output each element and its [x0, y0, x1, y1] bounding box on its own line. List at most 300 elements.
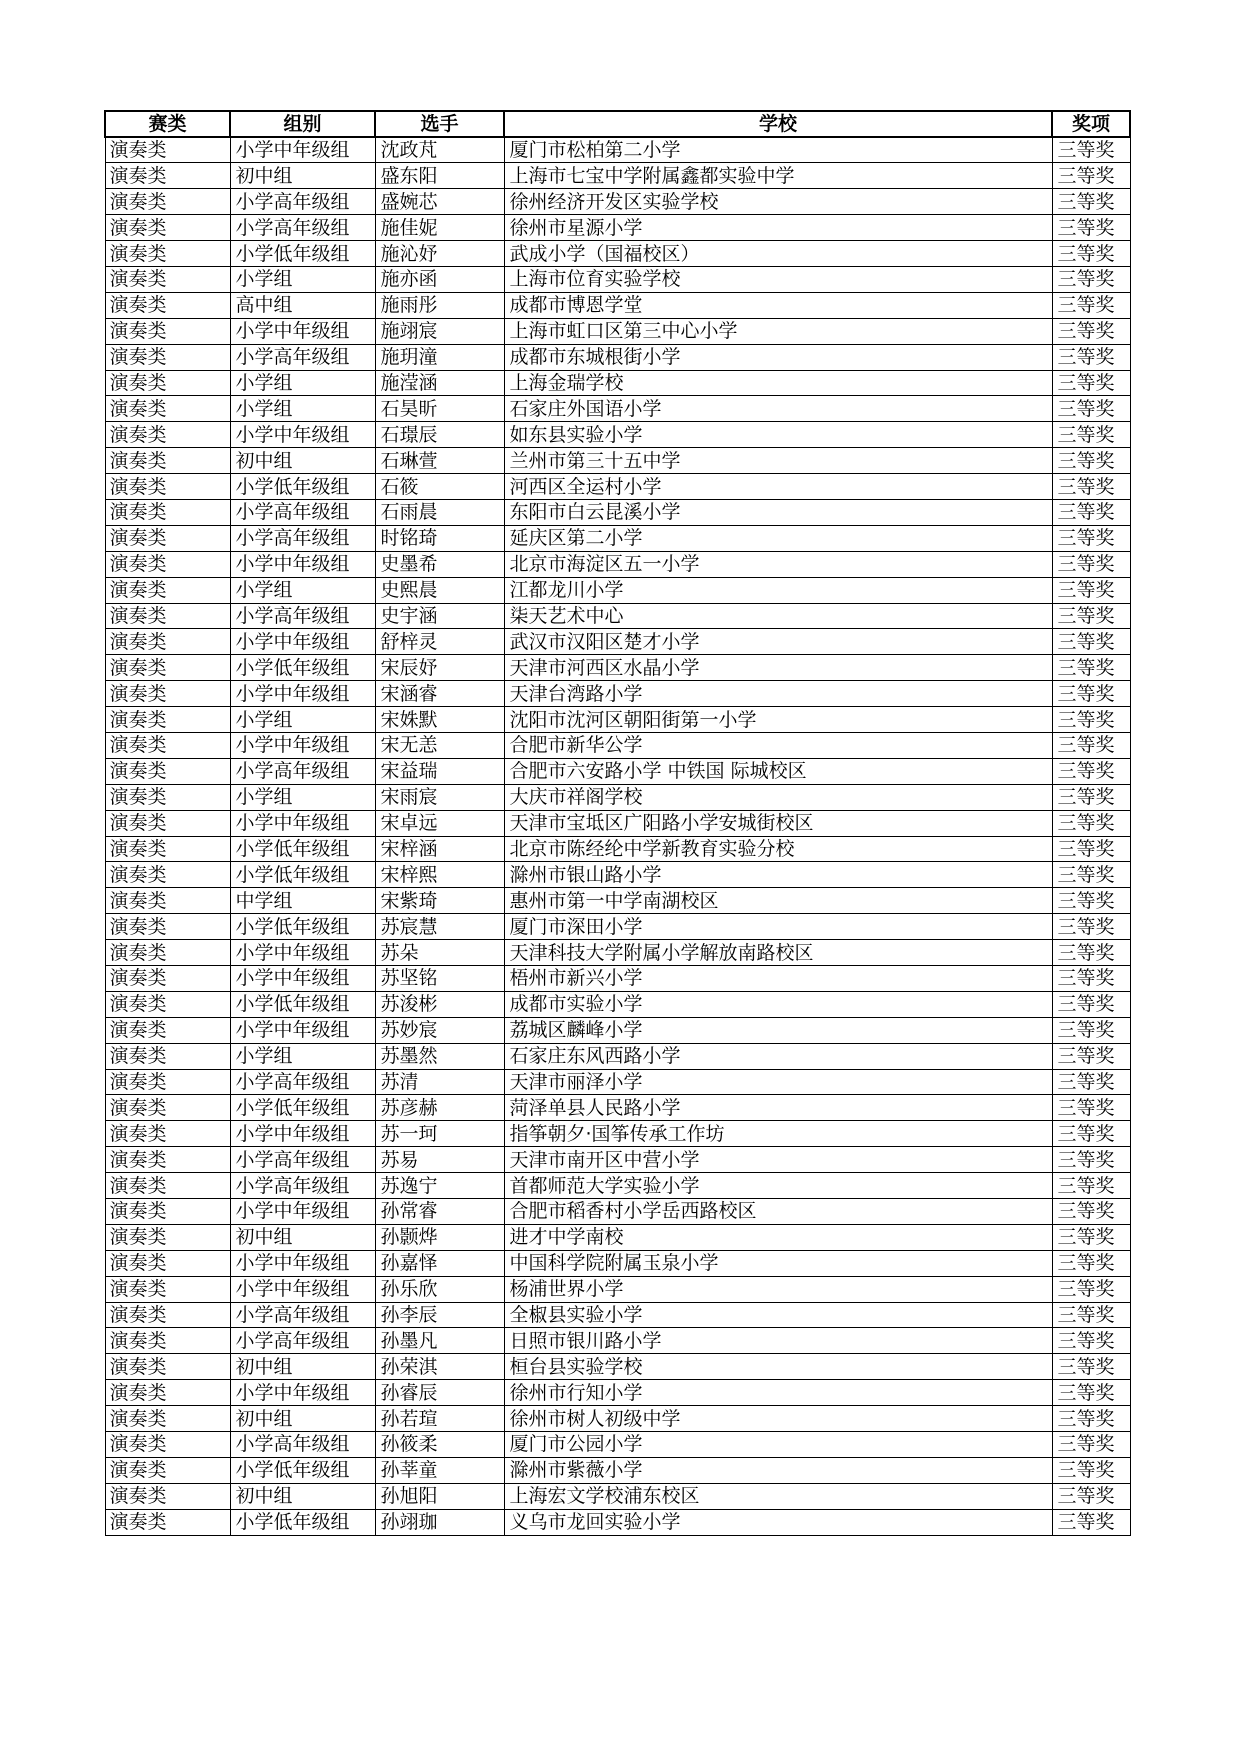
school-cell: 北京市海淀区五一小学	[504, 551, 1052, 577]
contestant-cell: 孙睿辰	[375, 1380, 504, 1406]
contestant-cell: 盛东阳	[375, 163, 504, 189]
school-cell: 东阳市白云昆溪小学	[504, 499, 1052, 525]
category-cell: 演奏类	[105, 914, 230, 940]
group-cell: 小学低年级组	[230, 474, 375, 500]
category-cell: 演奏类	[105, 525, 230, 551]
group-cell: 初中组	[230, 1354, 375, 1380]
award-cell: 三等奖	[1052, 1250, 1130, 1276]
table-row	[105, 810, 1130, 836]
group-cell: 小学组	[230, 1043, 375, 1069]
category-cell: 演奏类	[105, 396, 230, 422]
group-cell: 小学组	[230, 396, 375, 422]
contestant-cell: 孙翊珈	[375, 1509, 504, 1535]
school-cell: 惠州市第一中学南湖校区	[504, 888, 1052, 914]
awards-table	[104, 110, 1131, 1536]
table-row	[105, 914, 1130, 940]
contestant-cell: 宋梓熙	[375, 862, 504, 888]
school-cell: 合肥市新华公学	[504, 732, 1052, 758]
category-cell: 演奏类	[105, 1509, 230, 1535]
contestant-cell: 苏妙宸	[375, 1017, 504, 1043]
table-row	[105, 940, 1130, 966]
header-row	[105, 111, 1130, 137]
school-cell: 成都市东城根街小学	[504, 344, 1052, 370]
category-cell: 演奏类	[105, 370, 230, 396]
award-cell: 三等奖	[1052, 966, 1130, 992]
contestant-cell: 苏彦赫	[375, 1095, 504, 1121]
group-cell: 小学高年级组	[230, 1173, 375, 1199]
school-cell: 石家庄外国语小学	[504, 396, 1052, 422]
school-cell: 杨浦世界小学	[504, 1276, 1052, 1302]
contestant-cell: 宋梓涵	[375, 836, 504, 862]
table-row	[105, 1250, 1130, 1276]
table-row	[105, 1302, 1130, 1328]
award-cell: 三等奖	[1052, 758, 1130, 784]
category-cell: 演奏类	[105, 681, 230, 707]
table-row	[105, 215, 1130, 241]
table-row	[105, 655, 1130, 681]
award-cell: 三等奖	[1052, 655, 1130, 681]
table-row	[105, 525, 1130, 551]
group-cell: 小学低年级组	[230, 241, 375, 267]
contestant-cell: 苏宸慧	[375, 914, 504, 940]
group-cell: 小学高年级组	[230, 215, 375, 241]
award-cell: 三等奖	[1052, 991, 1130, 1017]
group-cell: 小学高年级组	[230, 603, 375, 629]
table-row	[105, 577, 1130, 603]
school-cell: 天津市宝坻区广阳路小学安城街校区	[504, 810, 1052, 836]
table-row	[105, 1121, 1130, 1147]
school-cell: 成都市实验小学	[504, 991, 1052, 1017]
award-cell: 三等奖	[1052, 1509, 1130, 1535]
contestant-cell: 施滢涵	[375, 370, 504, 396]
category-cell: 演奏类	[105, 422, 230, 448]
category-cell: 演奏类	[105, 1043, 230, 1069]
school-cell: 武汉市汉阳区楚才小学	[504, 629, 1052, 655]
table-row	[105, 1199, 1130, 1225]
category-cell: 演奏类	[105, 732, 230, 758]
table-row	[105, 448, 1130, 474]
award-cell: 三等奖	[1052, 1173, 1130, 1199]
table-row	[105, 991, 1130, 1017]
category-cell: 演奏类	[105, 1354, 230, 1380]
school-cell: 滁州市紫薇小学	[504, 1457, 1052, 1483]
school-cell: 石家庄东风西路小学	[504, 1043, 1052, 1069]
group-cell: 小学高年级组	[230, 1147, 375, 1173]
award-cell: 三等奖	[1052, 499, 1130, 525]
award-cell: 三等奖	[1052, 1147, 1130, 1173]
group-cell: 初中组	[230, 163, 375, 189]
table-row	[105, 292, 1130, 318]
group-cell: 小学高年级组	[230, 1432, 375, 1458]
contestant-cell: 石璟辰	[375, 422, 504, 448]
school-cell: 延庆区第二小学	[504, 525, 1052, 551]
award-cell: 三等奖	[1052, 215, 1130, 241]
award-cell: 三等奖	[1052, 1224, 1130, 1250]
school-cell: 上海市七宝中学附属鑫都实验中学	[504, 163, 1052, 189]
table-row	[105, 370, 1130, 396]
award-cell: 三等奖	[1052, 1095, 1130, 1121]
award-cell: 三等奖	[1052, 422, 1130, 448]
school-cell: 成都市博恩学堂	[504, 292, 1052, 318]
category-cell: 演奏类	[105, 810, 230, 836]
award-cell: 三等奖	[1052, 940, 1130, 966]
group-cell: 小学组	[230, 577, 375, 603]
group-cell: 小学高年级组	[230, 344, 375, 370]
contestant-cell: 苏墨然	[375, 1043, 504, 1069]
category-cell: 演奏类	[105, 499, 230, 525]
group-cell: 小学低年级组	[230, 914, 375, 940]
table-row	[105, 836, 1130, 862]
category-cell: 演奏类	[105, 318, 230, 344]
category-cell: 演奏类	[105, 603, 230, 629]
table-row	[105, 1432, 1130, 1458]
group-cell: 小学中年级组	[230, 1250, 375, 1276]
school-cell: 日照市银川路小学	[504, 1328, 1052, 1354]
award-cell: 三等奖	[1052, 1276, 1130, 1302]
table-row	[105, 1043, 1130, 1069]
category-cell: 演奏类	[105, 1121, 230, 1147]
table-row	[105, 163, 1130, 189]
school-cell: 义乌市龙回实验小学	[504, 1509, 1052, 1535]
category-cell: 演奏类	[105, 1017, 230, 1043]
contestant-cell: 宋姝默	[375, 707, 504, 733]
school-cell: 徐州市树人初级中学	[504, 1406, 1052, 1432]
category-cell: 演奏类	[105, 241, 230, 267]
contestant-cell: 史宇涵	[375, 603, 504, 629]
award-cell: 三等奖	[1052, 396, 1130, 422]
group-cell: 小学中年级组	[230, 1380, 375, 1406]
contestant-cell: 宋雨宸	[375, 784, 504, 810]
award-cell: 三等奖	[1052, 1121, 1130, 1147]
table-row	[105, 551, 1130, 577]
group-cell: 小学组	[230, 266, 375, 292]
group-cell: 小学中年级组	[230, 732, 375, 758]
category-cell: 演奏类	[105, 189, 230, 215]
contestant-cell: 宋涵睿	[375, 681, 504, 707]
award-cell: 三等奖	[1052, 1406, 1130, 1432]
table-row	[105, 1354, 1130, 1380]
school-cell: 沈阳市沈河区朝阳街第一小学	[504, 707, 1052, 733]
category-cell: 演奏类	[105, 1457, 230, 1483]
table-row	[105, 499, 1130, 525]
award-cell: 三等奖	[1052, 914, 1130, 940]
school-cell: 指筝朝夕·国筝传承工作坊	[504, 1121, 1052, 1147]
table-row	[105, 1069, 1130, 1095]
category-cell: 演奏类	[105, 1302, 230, 1328]
award-cell: 三等奖	[1052, 292, 1130, 318]
table-row	[105, 137, 1130, 163]
table-row	[105, 474, 1130, 500]
school-cell: 厦门市松柏第二小学	[504, 137, 1052, 163]
award-cell: 三等奖	[1052, 1432, 1130, 1458]
school-cell: 天津市河西区水晶小学	[504, 655, 1052, 681]
award-cell: 三等奖	[1052, 1354, 1130, 1380]
award-cell: 三等奖	[1052, 1457, 1130, 1483]
group-cell: 小学高年级组	[230, 499, 375, 525]
category-cell: 演奏类	[105, 1224, 230, 1250]
school-cell: 上海市位育实验学校	[504, 266, 1052, 292]
group-cell: 初中组	[230, 1224, 375, 1250]
school-cell: 徐州经济开发区实验学校	[504, 189, 1052, 215]
table-row	[105, 681, 1130, 707]
category-cell: 演奏类	[105, 1095, 230, 1121]
category-cell: 演奏类	[105, 448, 230, 474]
award-cell: 三等奖	[1052, 629, 1130, 655]
school-cell: 河西区全运村小学	[504, 474, 1052, 500]
table-row	[105, 1276, 1130, 1302]
category-cell: 演奏类	[105, 655, 230, 681]
contestant-cell: 施佳妮	[375, 215, 504, 241]
group-cell: 小学高年级组	[230, 758, 375, 784]
school-cell: 进才中学南校	[504, 1224, 1052, 1250]
category-cell: 演奏类	[105, 577, 230, 603]
award-cell: 三等奖	[1052, 681, 1130, 707]
award-cell: 三等奖	[1052, 1483, 1130, 1509]
school-cell: 徐州市行知小学	[504, 1380, 1052, 1406]
category-cell: 演奏类	[105, 215, 230, 241]
header-category: 赛类	[105, 111, 230, 137]
group-cell: 小学中年级组	[230, 1017, 375, 1043]
contestant-cell: 苏浚彬	[375, 991, 504, 1017]
award-cell: 三等奖	[1052, 137, 1130, 163]
category-cell: 演奏类	[105, 1406, 230, 1432]
school-cell: 江都龙川小学	[504, 577, 1052, 603]
award-cell: 三等奖	[1052, 344, 1130, 370]
group-cell: 小学中年级组	[230, 318, 375, 344]
contestant-cell: 苏清	[375, 1069, 504, 1095]
contestant-cell: 施雨彤	[375, 292, 504, 318]
header-contestant: 选手	[375, 111, 504, 137]
contestant-cell: 舒梓灵	[375, 629, 504, 655]
table-row	[105, 1406, 1130, 1432]
category-cell: 演奏类	[105, 551, 230, 577]
award-cell: 三等奖	[1052, 1069, 1130, 1095]
contestant-cell: 苏朵	[375, 940, 504, 966]
table-row	[105, 966, 1130, 992]
category-cell: 演奏类	[105, 1380, 230, 1406]
category-cell: 演奏类	[105, 1276, 230, 1302]
table-row	[105, 888, 1130, 914]
award-cell: 三等奖	[1052, 474, 1130, 500]
contestant-cell: 孙墨凡	[375, 1328, 504, 1354]
category-cell: 演奏类	[105, 940, 230, 966]
school-cell: 桓台县实验学校	[504, 1354, 1052, 1380]
category-cell: 演奏类	[105, 344, 230, 370]
award-cell: 三等奖	[1052, 551, 1130, 577]
award-cell: 三等奖	[1052, 707, 1130, 733]
table-row	[105, 344, 1130, 370]
school-cell: 中国科学院附属玉泉小学	[504, 1250, 1052, 1276]
contestant-cell: 石雨晨	[375, 499, 504, 525]
award-cell: 三等奖	[1052, 862, 1130, 888]
table-row	[105, 422, 1130, 448]
school-cell: 天津市南开区中营小学	[504, 1147, 1052, 1173]
group-cell: 小学低年级组	[230, 862, 375, 888]
group-cell: 小学中年级组	[230, 1276, 375, 1302]
group-cell: 小学组	[230, 370, 375, 396]
contestant-cell: 施翊宸	[375, 318, 504, 344]
category-cell: 演奏类	[105, 474, 230, 500]
table-row	[105, 1224, 1130, 1250]
table-row	[105, 241, 1130, 267]
contestant-cell: 孙常睿	[375, 1199, 504, 1225]
school-cell: 北京市陈经纶中学新教育实验分校	[504, 836, 1052, 862]
school-cell: 荔城区麟峰小学	[504, 1017, 1052, 1043]
contestant-cell: 宋紫琦	[375, 888, 504, 914]
contestant-cell: 宋无恙	[375, 732, 504, 758]
category-cell: 演奏类	[105, 862, 230, 888]
school-cell: 柒天艺术中心	[504, 603, 1052, 629]
contestant-cell: 施亦函	[375, 266, 504, 292]
contestant-cell: 苏坚铭	[375, 966, 504, 992]
group-cell: 小学中年级组	[230, 137, 375, 163]
school-cell: 如东县实验小学	[504, 422, 1052, 448]
group-cell: 初中组	[230, 1483, 375, 1509]
group-cell: 小学中年级组	[230, 422, 375, 448]
group-cell: 高中组	[230, 292, 375, 318]
table-row	[105, 1483, 1130, 1509]
group-cell: 小学高年级组	[230, 1302, 375, 1328]
group-cell: 小学中年级组	[230, 629, 375, 655]
table-row	[105, 318, 1130, 344]
contestant-cell: 孙筱柔	[375, 1432, 504, 1458]
header-group: 组别	[230, 111, 375, 137]
award-cell: 三等奖	[1052, 888, 1130, 914]
award-cell: 三等奖	[1052, 1380, 1130, 1406]
school-cell: 上海金瑞学校	[504, 370, 1052, 396]
contestant-cell: 孙乐欣	[375, 1276, 504, 1302]
award-cell: 三等奖	[1052, 810, 1130, 836]
table-row	[105, 707, 1130, 733]
table-row	[105, 629, 1130, 655]
contestant-cell: 时铭琦	[375, 525, 504, 551]
contestant-cell: 孙若瑄	[375, 1406, 504, 1432]
table-row	[105, 189, 1130, 215]
school-cell: 武成小学（国福校区）	[504, 241, 1052, 267]
award-cell: 三等奖	[1052, 1328, 1130, 1354]
school-cell: 首都师范大学实验小学	[504, 1173, 1052, 1199]
award-cell: 三等奖	[1052, 577, 1130, 603]
group-cell: 小学低年级组	[230, 1457, 375, 1483]
award-cell: 三等奖	[1052, 1199, 1130, 1225]
school-cell: 合肥市稻香村小学岳西路校区	[504, 1199, 1052, 1225]
category-cell: 演奏类	[105, 1432, 230, 1458]
award-cell: 三等奖	[1052, 525, 1130, 551]
contestant-cell: 盛婉芯	[375, 189, 504, 215]
school-cell: 大庆市祥阁学校	[504, 784, 1052, 810]
contestant-cell: 施玥潼	[375, 344, 504, 370]
award-cell: 三等奖	[1052, 318, 1130, 344]
contestant-cell: 孙嘉怿	[375, 1250, 504, 1276]
contestant-cell: 孙旭阳	[375, 1483, 504, 1509]
category-cell: 演奏类	[105, 292, 230, 318]
award-cell: 三等奖	[1052, 1017, 1130, 1043]
category-cell: 演奏类	[105, 784, 230, 810]
contestant-cell: 石琳萱	[375, 448, 504, 474]
table-row	[105, 732, 1130, 758]
table-row	[105, 1147, 1130, 1173]
category-cell: 演奏类	[105, 266, 230, 292]
group-cell: 小学中年级组	[230, 966, 375, 992]
group-cell: 小学组	[230, 784, 375, 810]
header-award: 奖项	[1052, 111, 1130, 137]
table-row	[105, 1457, 1130, 1483]
contestant-cell: 宋益瑞	[375, 758, 504, 784]
group-cell: 初中组	[230, 1406, 375, 1432]
table-row	[105, 1509, 1130, 1535]
contestant-cell: 沈政芃	[375, 137, 504, 163]
contestant-cell: 史墨希	[375, 551, 504, 577]
school-cell: 天津科技大学附属小学解放南路校区	[504, 940, 1052, 966]
category-cell: 演奏类	[105, 629, 230, 655]
group-cell: 小学高年级组	[230, 189, 375, 215]
award-cell: 三等奖	[1052, 836, 1130, 862]
school-cell: 厦门市公园小学	[504, 1432, 1052, 1458]
group-cell: 小学低年级组	[230, 991, 375, 1017]
category-cell: 演奏类	[105, 1199, 230, 1225]
category-cell: 演奏类	[105, 991, 230, 1017]
table-row	[105, 784, 1130, 810]
contestant-cell: 孙颢烨	[375, 1224, 504, 1250]
school-cell: 全椒县实验小学	[504, 1302, 1052, 1328]
category-cell: 演奏类	[105, 1173, 230, 1199]
table-row	[105, 1017, 1130, 1043]
school-cell: 上海宏文学校浦东校区	[504, 1483, 1052, 1509]
table-row	[105, 1173, 1130, 1199]
contestant-cell: 苏易	[375, 1147, 504, 1173]
category-cell: 演奏类	[105, 1483, 230, 1509]
table-row	[105, 1328, 1130, 1354]
school-cell: 天津市丽泽小学	[504, 1069, 1052, 1095]
table-row	[105, 862, 1130, 888]
table-row	[105, 758, 1130, 784]
award-cell: 三等奖	[1052, 370, 1130, 396]
group-cell: 小学高年级组	[230, 1069, 375, 1095]
table-row	[105, 266, 1130, 292]
award-cell: 三等奖	[1052, 1043, 1130, 1069]
contestant-cell: 孙莘童	[375, 1457, 504, 1483]
school-cell: 滁州市银山路小学	[504, 862, 1052, 888]
header-school: 学校	[504, 111, 1052, 137]
award-cell: 三等奖	[1052, 163, 1130, 189]
contestant-cell: 施沁妤	[375, 241, 504, 267]
group-cell: 小学低年级组	[230, 836, 375, 862]
contestant-cell: 石昊昕	[375, 396, 504, 422]
category-cell: 演奏类	[105, 888, 230, 914]
category-cell: 演奏类	[105, 137, 230, 163]
group-cell: 小学中年级组	[230, 810, 375, 836]
category-cell: 演奏类	[105, 1147, 230, 1173]
school-cell: 厦门市深田小学	[504, 914, 1052, 940]
category-cell: 演奏类	[105, 1069, 230, 1095]
award-cell: 三等奖	[1052, 732, 1130, 758]
school-cell: 天津台湾路小学	[504, 681, 1052, 707]
category-cell: 演奏类	[105, 836, 230, 862]
contestant-cell: 苏逸宁	[375, 1173, 504, 1199]
contestant-cell: 苏一珂	[375, 1121, 504, 1147]
award-cell: 三等奖	[1052, 603, 1130, 629]
contestant-cell: 孙荣淇	[375, 1354, 504, 1380]
contestant-cell: 史熙晨	[375, 577, 504, 603]
group-cell: 小学低年级组	[230, 1095, 375, 1121]
category-cell: 演奏类	[105, 1250, 230, 1276]
contestant-cell: 宋辰妤	[375, 655, 504, 681]
contestant-cell: 宋卓远	[375, 810, 504, 836]
award-cell: 三等奖	[1052, 448, 1130, 474]
school-cell: 徐州市星源小学	[504, 215, 1052, 241]
group-cell: 小学中年级组	[230, 1121, 375, 1147]
group-cell: 小学组	[230, 707, 375, 733]
